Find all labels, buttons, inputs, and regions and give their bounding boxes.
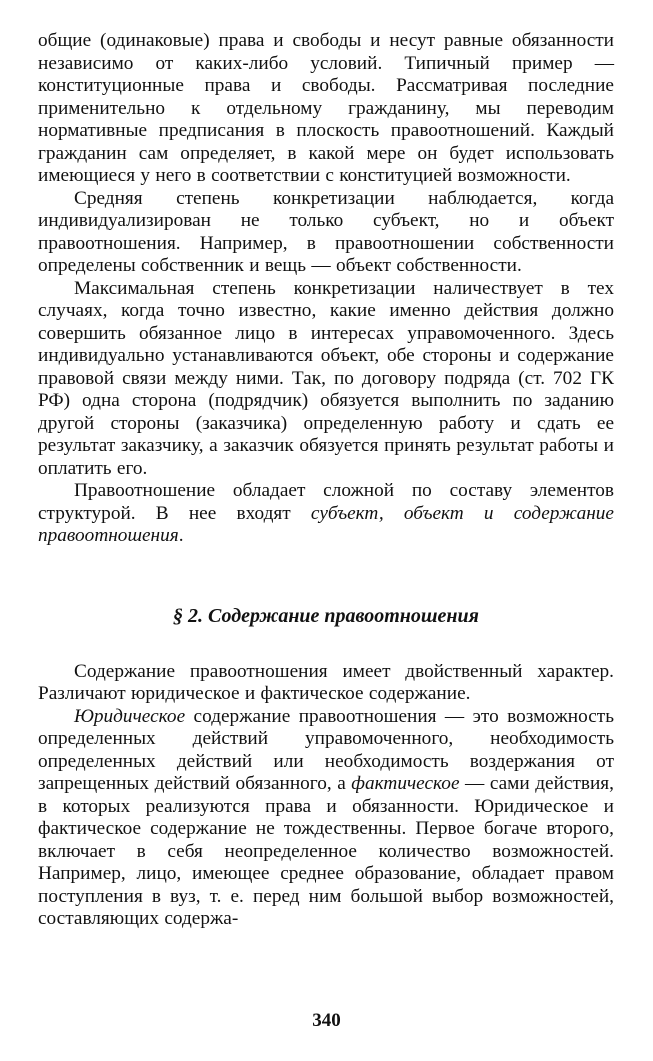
paragraph-p2 (38, 188, 614, 278)
paragraph-p1 (38, 30, 614, 188)
text-segment: общие (одинаковые) права и свободы и несут равные обязанности независимо от каких-либо условий. Типичный пример — конституционные права и свободы. Рассматривая последние применительно к отдельному гражданину, мы переводим нормативные предписания в плоскость правоотношений. Каждый гражданин сам определяет, в какой мере он будет использовать имеющиеся у него в соответствии с конституцией возможности. (38, 30, 614, 186)
text-segment: Максимальная степень конкретизации наличествует в тех случаях, когда точно известно, какие именно действия должно совершить обязанное лицо в интересах управомоченного. Здесь индивидуально устанавливаются объект, обе стороны и содержание правовой связи между ними. Так, по договору подряда (ст. 702 ГК РФ) одна сторона (подрядчик) обязуется выполнить по заданию другой стороны (заказчика) определенную работу и сдать ее результат заказчику, а заказчик обязуется принять результат работы и оплатить его. (38, 277, 614, 479)
paragraph-p4 (38, 480, 614, 548)
italic-term: субъект, объект и содержание правоотношения (38, 502, 614, 546)
paragraph-p6 (38, 706, 614, 931)
text-block-before-heading (38, 30, 614, 548)
text-block-after-heading (38, 661, 614, 931)
text-segment: — сами действия, в которых реализуются права и обязанности. Юридическое и фактическое содержание не тождественны. Первое богаче второго, включает в себя неопределенное количество возможностей. Например, лицо, имеющее среднее образование, обладает правом поступления в вуз, т. е. перед ним большой выбор возможностей, составляющих содержа- (38, 773, 614, 929)
paragraph-p3 (38, 278, 614, 481)
text-segment: Правоотношение обладает сложной по составу элементов структурой. В нее входят (38, 480, 614, 524)
page-number: 340 (312, 1010, 341, 1031)
italic-term: фактическое (351, 773, 460, 794)
text-segment: содержание правоотношения — это возможность определенных действий управомоченного, необходимость определенных действий или необходимость воздержания от запрещенных действий обязанного, а (38, 705, 614, 794)
paragraph-p5 (38, 661, 614, 706)
text-segment: Средняя степень конкретизации наблюдается, когда индивидуализирован не только субъект, но и объект правоотношения. Например, в правоотношении собственности определены собственник и вещь — объект собственности. (38, 187, 614, 276)
section-heading: § 2. Содержание правоотношения (173, 604, 479, 627)
text-segment: . (178, 525, 184, 546)
text-segment: Содержание правоотношения имеет двойственный характер. Различают юридическое и фактическое содержание. (38, 660, 614, 704)
book-page (38, 30, 614, 931)
italic-term: Юридическое (74, 705, 186, 727)
